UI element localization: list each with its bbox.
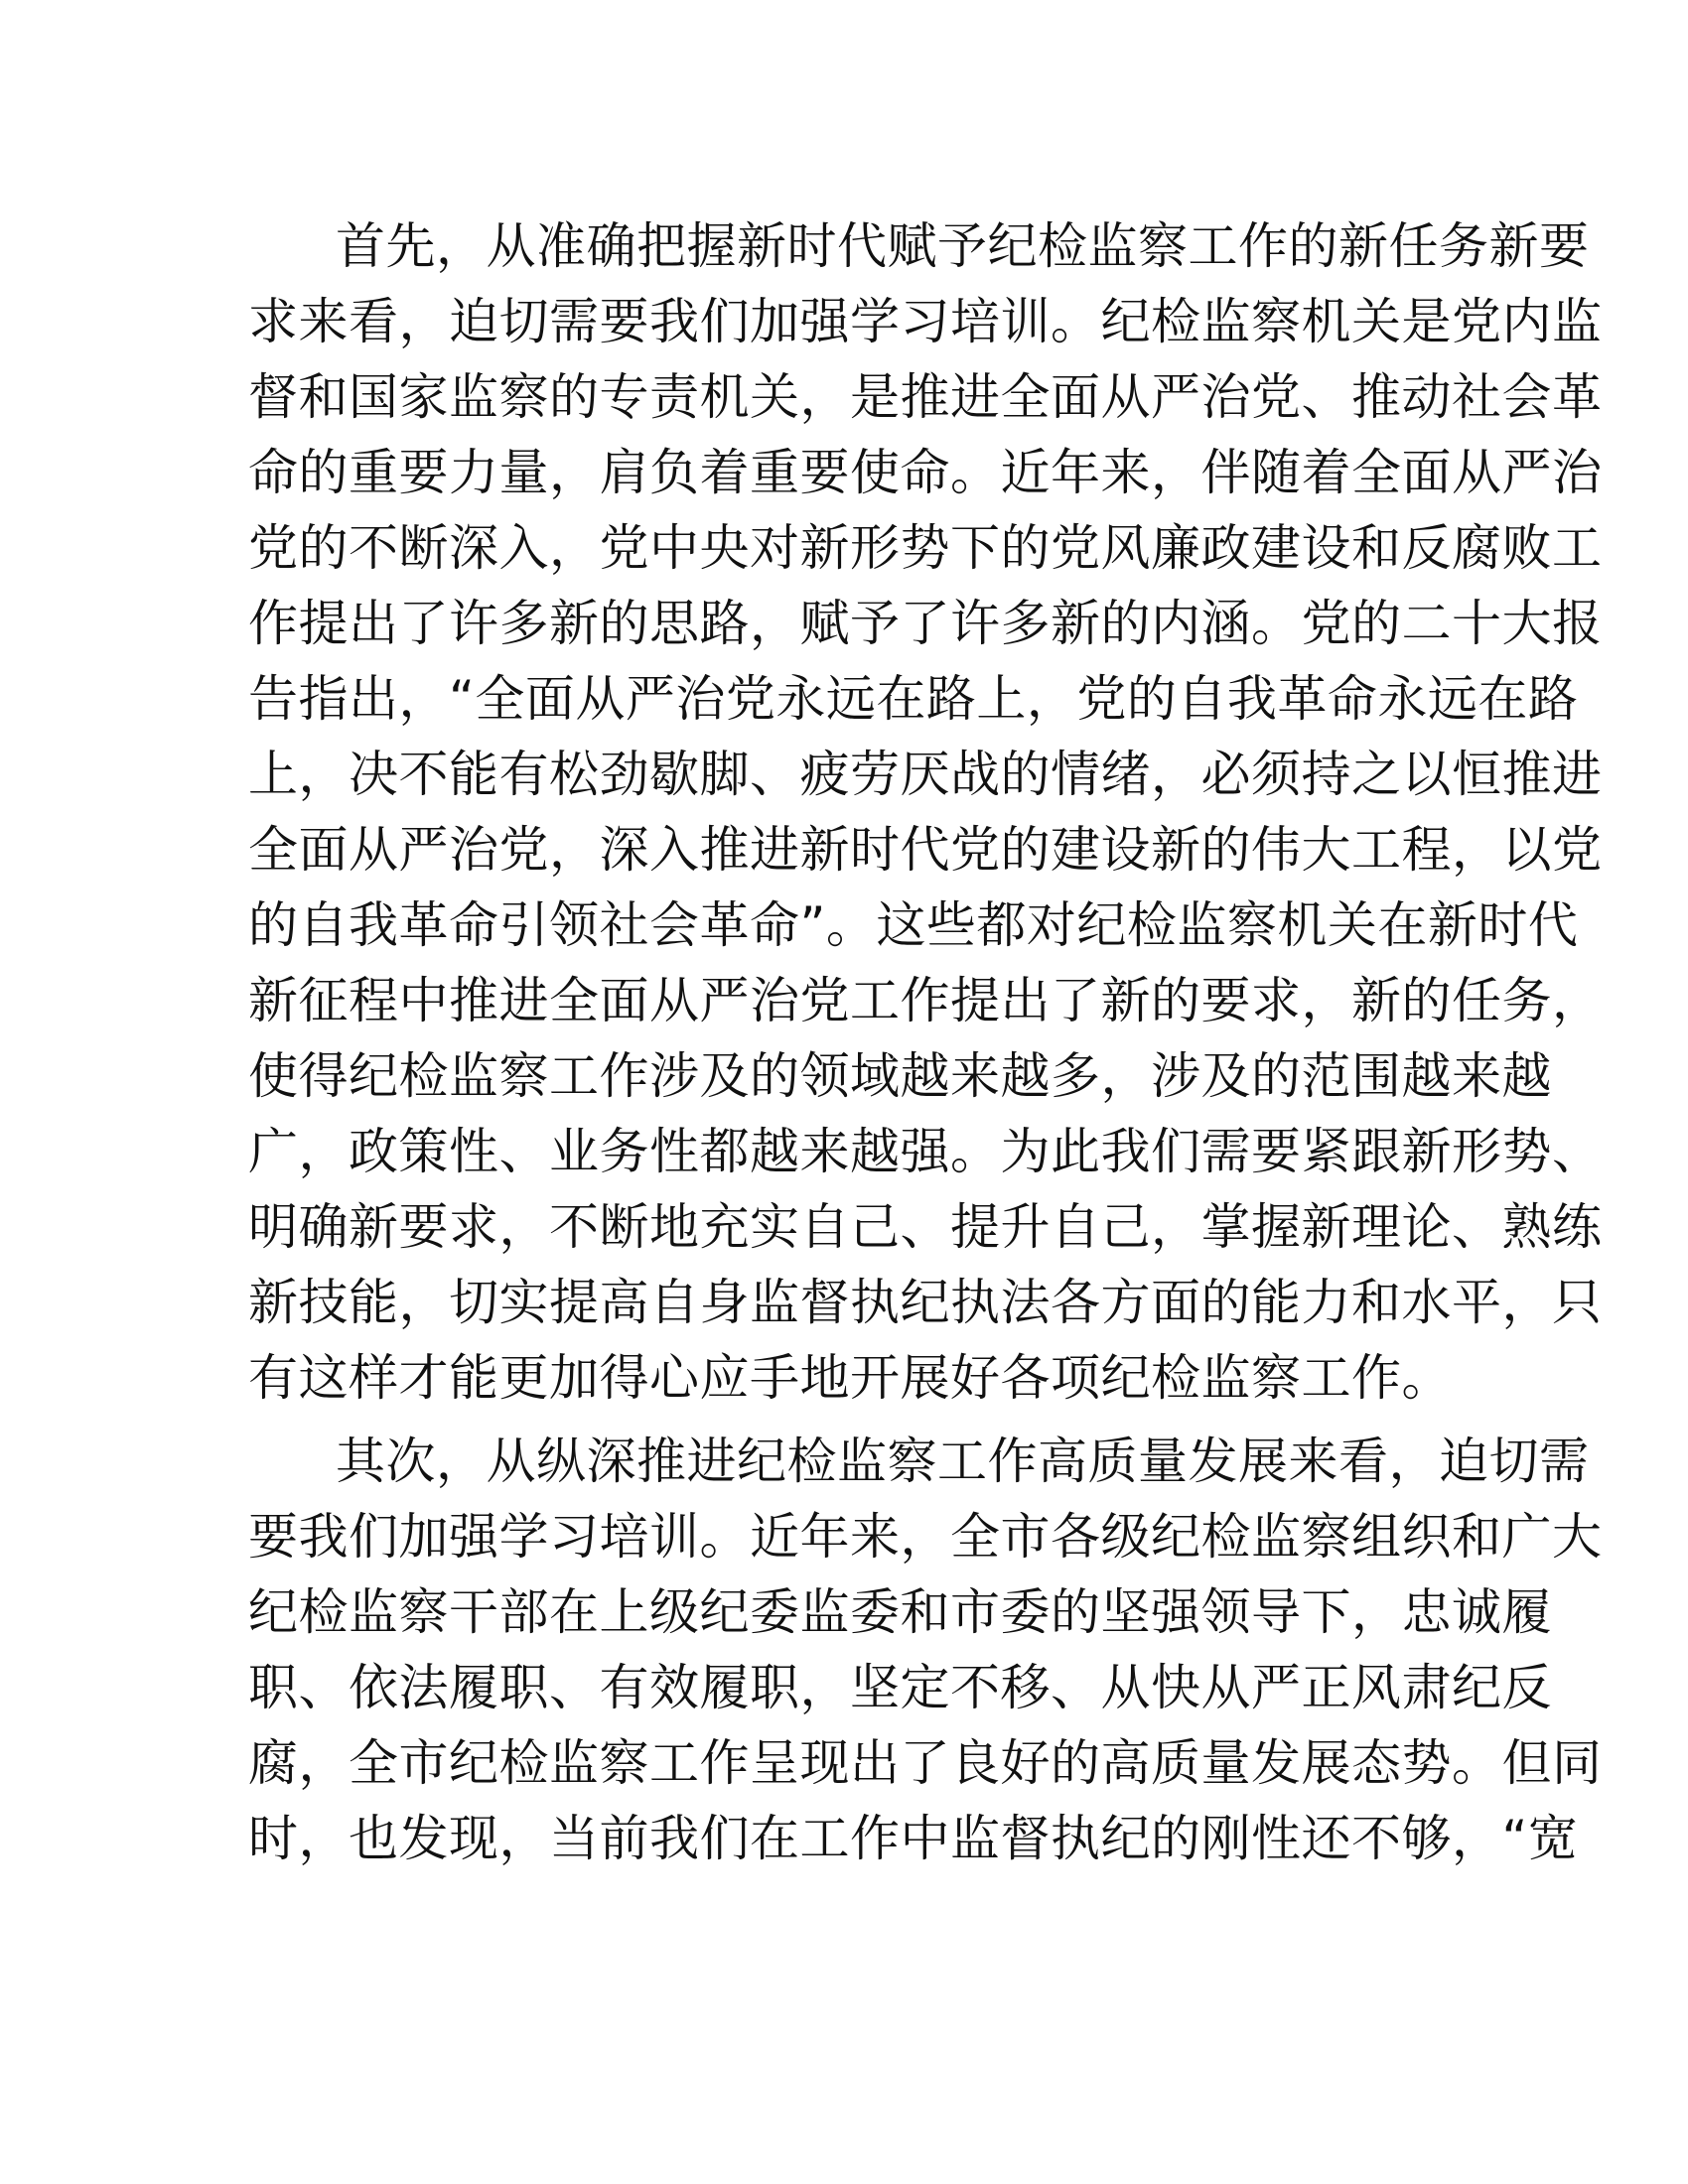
- paragraph-line: 上，决不能有松劲歇脚、疲劳厌战的情绪，必须持之以恒推进: [248, 746, 1603, 803]
- paragraph-line: 明确新要求，不断地充实自己、提升自己，掌握新理论、熟练: [248, 1198, 1603, 1256]
- paragraph-line: 作提出了许多新的思路，赋予了许多新的内涵。党的二十大报: [248, 595, 1603, 652]
- paragraph-line: 新技能，切实提高自身监督执纪执法各方面的能力和水平，只: [248, 1274, 1603, 1331]
- paragraph-line: 的自我革命引领社会革命”。这些都对纪检监察机关在新时代: [248, 896, 1579, 954]
- paragraph-line: 命的重要力量，肩负着重要使命。近年来，伴随着全面从严治: [248, 444, 1603, 501]
- paragraph-line: 使得纪检监察工作涉及的领域越来越多，涉及的范围越来越: [248, 1047, 1552, 1105]
- paragraph-line: 首先，从准确把握新时代赋予纪检监察工作的新任务新要: [336, 217, 1590, 275]
- paragraph-line: 新征程中推进全面从严治党工作提出了新的要求，新的任务，: [248, 972, 1603, 1029]
- paragraph-line: 职、依法履职、有效履职，坚定不移、从快从严正风肃纪反: [248, 1659, 1552, 1716]
- paragraph-2: [248, 1424, 1603, 1876]
- paragraph-line: 要我们加强学习培训。近年来，全市各级纪检监察组织和广大: [248, 1508, 1603, 1566]
- paragraph-line: 督和国家监察的专责机关，是推进全面从严治党、推动社会革: [248, 368, 1603, 426]
- document-body: [248, 208, 1603, 1876]
- paragraph-line: 时，也发现，当前我们在工作中监督执纪的刚性还不够，“宽: [248, 1810, 1579, 1867]
- paragraph-line: 广，政策性、业务性都越来越强。为此我们需要紧跟新形势、: [248, 1123, 1603, 1180]
- paragraph-line: 纪检监察干部在上级纪委监委和市委的坚强领导下，忠诚履: [248, 1583, 1552, 1641]
- paragraph-line: 求来看，迫切需要我们加强学习培训。纪检监察机关是党内监: [248, 293, 1603, 350]
- paragraph-line: 党的不断深入，党中央对新形势下的党风廉政建设和反腐败工: [248, 519, 1603, 577]
- paragraph-line: 其次，从纵深推进纪检监察工作高质量发展来看，迫切需: [336, 1433, 1590, 1490]
- paragraph-1: [248, 208, 1603, 1416]
- paragraph-line: 有这样才能更加得心应手地开展好各项纪检监察工作。: [248, 1349, 1452, 1407]
- paragraph-line: 全面从严治党，深入推进新时代党的建设新的伟大工程，以党: [248, 821, 1603, 879]
- paragraph-line: 告指出，“全面从严治党永远在路上，党的自我革命永远在路: [248, 670, 1579, 728]
- paragraph-line: 腐，全市纪检监察工作呈现出了良好的高质量发展态势。但同: [248, 1734, 1603, 1792]
